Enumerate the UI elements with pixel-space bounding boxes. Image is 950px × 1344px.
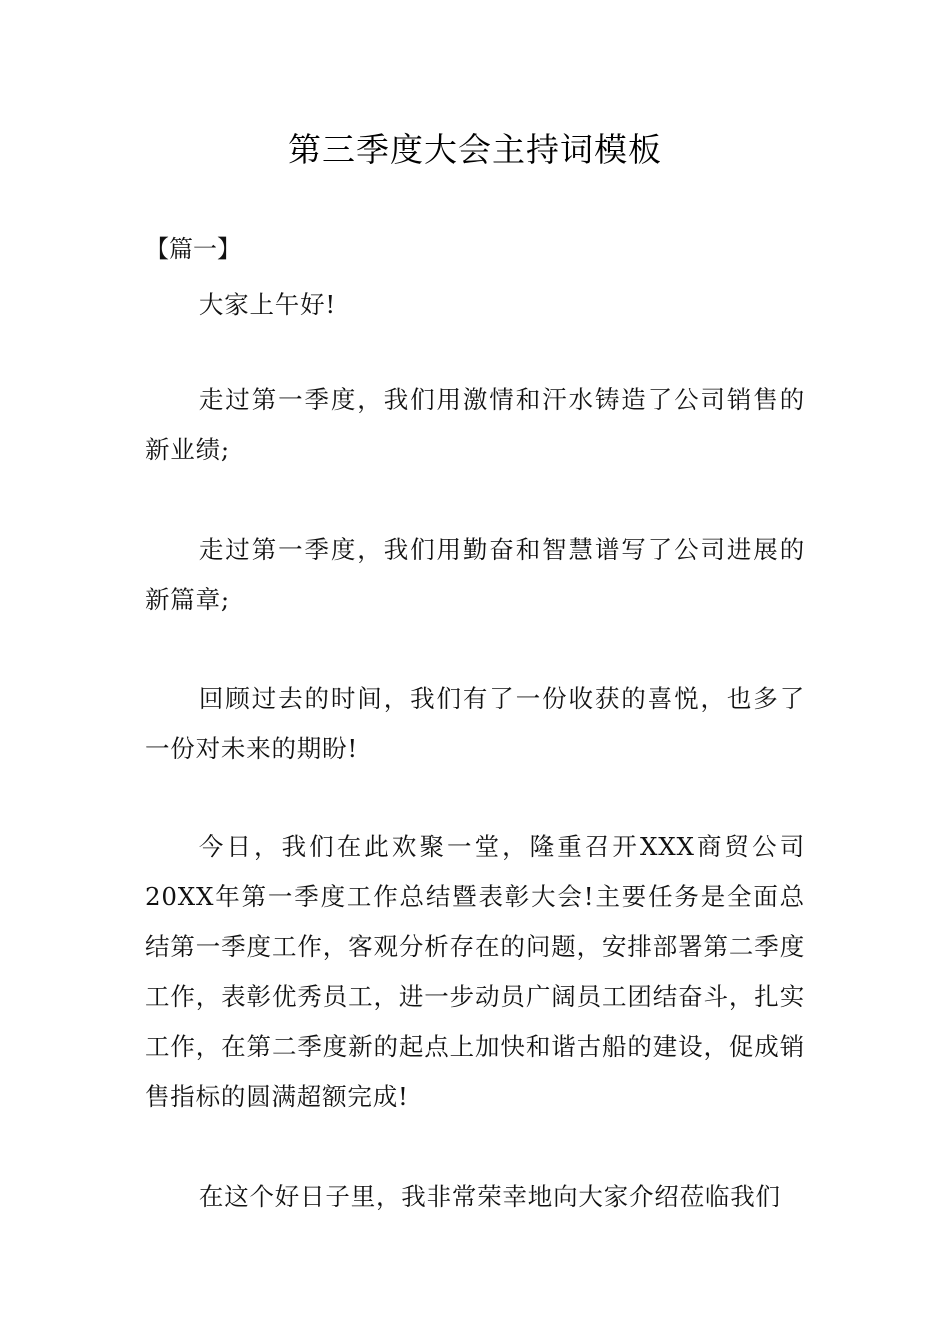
paragraph-review: 回顾过去的时间，我们有了一份收获的喜悦，也多了一份对未来的期盼! — [145, 684, 805, 763]
paragraph-greeting: 大家上午好! — [198, 290, 337, 319]
paragraph-meeting-purpose: 今日，我们在此欢聚一堂，隆重召开XXX商贸公司20XX年第一季度工作总结暨表彰大会!主要任务是全面总结第一季度工作，客观分析存在的问题，安排部署第二季度工作，表彰优秀员工，进一步动员广阔员工团结奋斗，扎实工作，在第二季度新的起点上加快和谐古船的建设，促成销售指标的圆满超额完成! — [145, 832, 805, 1111]
paragraph-company-progress: 走过第一季度，我们用勤奋和智慧谱写了公司进展的新篇章; — [145, 535, 805, 614]
paragraph-introduction: 在这个好日子里，我非常荣幸地向大家介绍莅临我们 — [198, 1182, 781, 1211]
section-label: 【篇一】 — [145, 235, 241, 263]
document-title: 第三季度大会主持词模板 — [288, 130, 662, 169]
paragraph-sales-performance: 走过第一季度，我们用激情和汗水铸造了公司销售的新业绩; — [145, 385, 805, 464]
